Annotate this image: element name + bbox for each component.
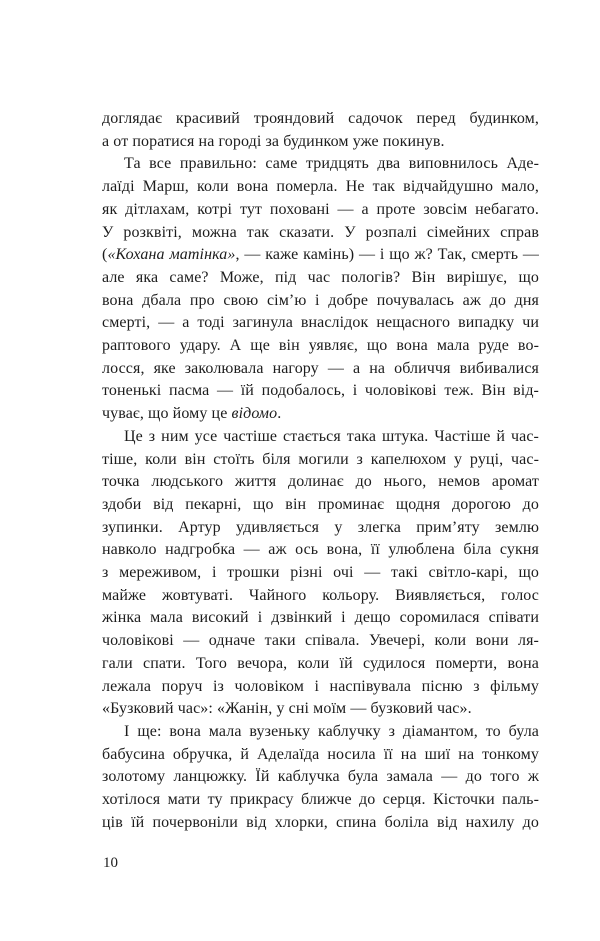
text-line bbox=[102, 108, 539, 131]
text-segment: лаїді Марш, коли вона померла. Не так відчайдушно мало, bbox=[102, 178, 539, 196]
text-segment: точка людського життя долинає до нього, немов аромат bbox=[102, 473, 539, 491]
text-line bbox=[102, 744, 539, 767]
text-segment: вона дбала про свою сім’ю і добре почувалась аж до дня bbox=[102, 291, 539, 309]
text-line bbox=[102, 176, 539, 199]
text-segment: чуває, що йому це bbox=[102, 405, 232, 423]
text-line bbox=[102, 630, 539, 653]
text-line bbox=[102, 812, 539, 835]
text-line bbox=[102, 585, 539, 608]
text-line bbox=[102, 335, 539, 358]
paragraph bbox=[102, 108, 539, 153]
text-segment: бабусина обручка, й Аделаїда носила її на шиї на тонкому bbox=[102, 745, 539, 763]
text-segment: з мереживом, і трошки різні очі — такі світло-карі, що bbox=[102, 564, 539, 582]
text-segment: чоловікові — одначе таки співала. Увечері, коли вони ля- bbox=[102, 632, 539, 650]
text-segment: але яка саме? Може, під час пологів? Він вирішує, що bbox=[102, 268, 539, 286]
text-line bbox=[102, 494, 539, 517]
text-segment: навколо надгробка — аж ось вона, її улюблена біла сукня bbox=[102, 541, 539, 559]
paragraph bbox=[102, 721, 539, 835]
italic-text-segment: «Кохана матінка» bbox=[107, 246, 236, 264]
text-line bbox=[102, 676, 539, 699]
text-line bbox=[102, 267, 539, 290]
text-line bbox=[102, 721, 539, 744]
italic-text-segment: відомо bbox=[231, 405, 278, 423]
paragraph bbox=[102, 426, 539, 721]
text-segment: . bbox=[277, 405, 282, 423]
text-segment: У розквіті, можна так сказати. У розпалі сімейних справ bbox=[102, 223, 539, 241]
text-segment: лосся, яке заколювала нагору — а на обличчя вибивалися bbox=[102, 359, 539, 377]
text-line bbox=[102, 698, 539, 721]
text-segment: тіше, коли він стоїть біля могили з капелюхом у руці, час- bbox=[102, 450, 539, 468]
text-line bbox=[102, 766, 539, 789]
text-segment: як дітлахам, котрі тут поховані — а проте зовсім небагато. bbox=[102, 200, 539, 218]
text-line bbox=[102, 403, 539, 426]
text-line bbox=[102, 471, 539, 494]
text-segment: смерті, — а тоді загинула внаслідок нещасного випадку чи bbox=[102, 314, 539, 332]
text-line bbox=[102, 290, 539, 313]
text-segment: Це з ним усе частіше стається така штука. Частіше й час- bbox=[124, 427, 539, 445]
text-segment: майже жовтуваті. Чайного кольору. Виявляється, голос bbox=[102, 586, 539, 604]
text-line bbox=[102, 789, 539, 812]
text-segment: ців їй почервоніли від хлорки, спина боліла від нахилу до bbox=[102, 813, 539, 831]
text-line bbox=[102, 222, 539, 245]
text-line bbox=[102, 199, 539, 222]
text-segment: ( bbox=[102, 246, 108, 264]
text-line bbox=[102, 153, 539, 176]
text-line bbox=[102, 517, 539, 540]
text-segment: раптового удару. А ще він уявляє, що вона мала руде во- bbox=[102, 337, 539, 355]
text-segment: гали спати. Того вечора, коли їй судилося померти, вона bbox=[102, 654, 539, 672]
paragraph bbox=[102, 153, 539, 425]
text-segment: І ще: вона мала вузеньку каблучку з діамантом, то була bbox=[124, 722, 539, 740]
text-segment: золотому ланцюжку. Їй каблучка була замала — до того ж bbox=[102, 768, 539, 786]
text-segment: лежала поруч із чоловіком і наспівувала пісню з фільму bbox=[102, 677, 539, 695]
text-line bbox=[102, 244, 539, 267]
text-segment: жінка мала високий і дзвінкий і дещо соромилася співати bbox=[102, 609, 539, 627]
text-column bbox=[102, 108, 539, 835]
text-segment: здоби від пекарні, що він проминає щодня дорогою до bbox=[102, 495, 539, 513]
text-segment: «Бузковий час»: «Жанін, у сні моїм — бузковий час». bbox=[102, 700, 472, 718]
text-line bbox=[102, 312, 539, 335]
page-number: 10 bbox=[103, 855, 118, 871]
text-segment: а от поратися на городі за будинком уже покинув. bbox=[102, 132, 445, 150]
text-line bbox=[102, 653, 539, 676]
text-line bbox=[102, 449, 539, 472]
text-segment: хотілося мати ту прикрасу ближче до серця. Кісточки паль- bbox=[102, 791, 539, 809]
text-line bbox=[102, 380, 539, 403]
text-line bbox=[102, 539, 539, 562]
text-segment: тоненькі пасма — їй подобалось, і чоловікові теж. Він від- bbox=[102, 382, 539, 400]
text-line bbox=[102, 607, 539, 630]
text-line bbox=[102, 426, 539, 449]
text-segment: , — каже камінь) — і що ж? Так, смерть — bbox=[235, 246, 540, 264]
text-segment: Та все правильно: саме тридцять два виповнилось Аде- bbox=[124, 155, 539, 173]
text-line bbox=[102, 131, 539, 154]
text-line bbox=[102, 358, 539, 381]
text-line bbox=[102, 562, 539, 585]
text-segment: зупинки. Артур удивляється у злегка прим’яту землю bbox=[102, 518, 539, 536]
text-segment: доглядає красивий трояндовий садочок перед будинком, bbox=[102, 110, 539, 127]
